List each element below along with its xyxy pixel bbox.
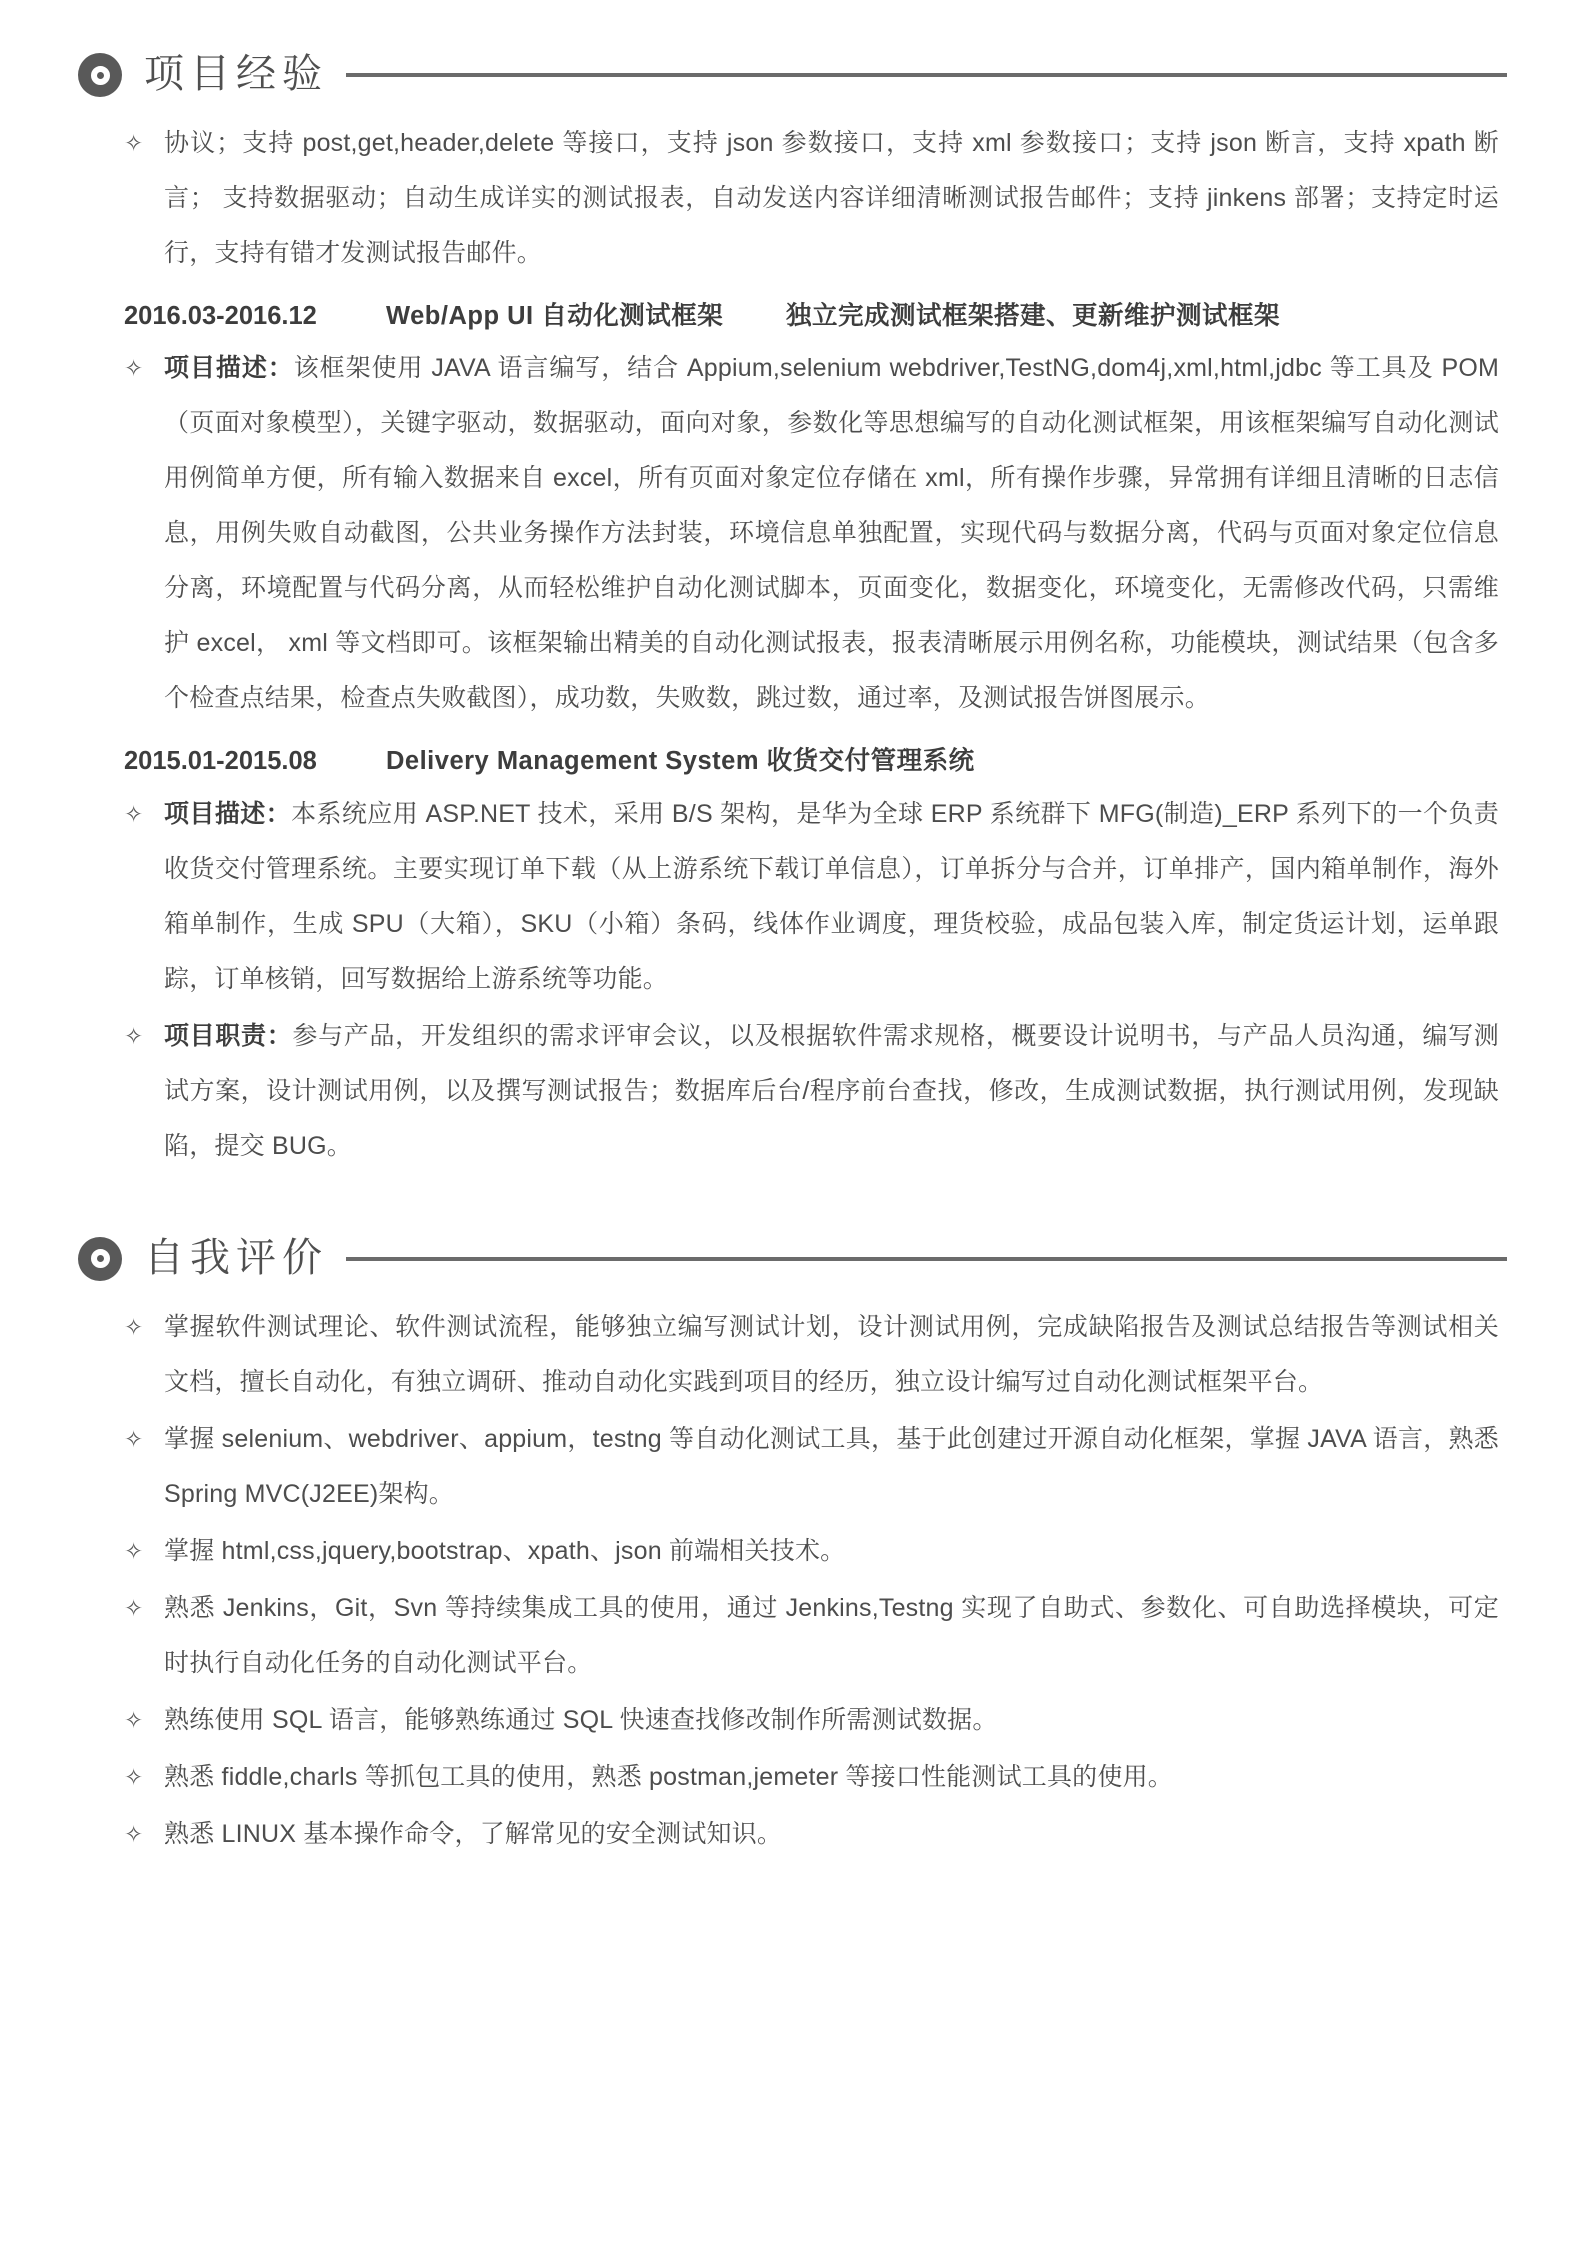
bullet-item (120, 787, 1499, 1007)
bullet-text (164, 1300, 1499, 1410)
bullet-text (164, 787, 1499, 1007)
bullet-item (120, 341, 1499, 726)
job-role: 独立完成测试框架搭建、更新维护测试框架 (786, 302, 1281, 330)
bullet-body: 协议；支持 post,get,header,delete 等接口，支持 json 参数接口，支持 xml 参数接口；支持 json 断言，支持 xpath 断言； 支持数据驱动；自动生成详实的测试报表，自动发送内容详细清晰测试报告邮件；支持 jinkens 部署；支持定时运行，支持有错才发测试报告邮件。 (164, 129, 1499, 267)
bullet-body: 掌握 selenium、webdriver、appium，testng 等自动化测试工具，基于此创建过开源自动化框架，掌握 JAVA 语言，熟悉 Spring MVC(J2EE)架构。 (164, 1424, 1499, 1508)
bullet-body: 掌握软件测试理论、软件测试流程，能够独立编写测试计划，设计测试用例，完成缺陷报告及测试总结报告等测试相关文档，擅长自动化，有独立调研、推动自动化实践到项目的经历，独立设计编写过自动化测试框架平台。 (164, 1312, 1499, 1396)
job-heading (120, 297, 1499, 335)
diamond-bullet-icon: ✧ (124, 1313, 144, 1340)
diamond-bullet-icon: ✧ (124, 1537, 144, 1564)
bullet-body: 熟练使用 SQL 语言，能够熟练通过 SQL 快速查找修改制作所需测试数据。 (164, 1705, 998, 1734)
bullet-body: 掌握 html,css,jquery,bootstrap、xpath、json 前端相关技术。 (164, 1536, 846, 1565)
job-date: 2015.01-2015.08 (124, 747, 317, 776)
diamond-bullet-icon: ✧ (124, 1425, 144, 1452)
job-title: Delivery Management System 收货交付管理系统 (386, 747, 975, 776)
bullet-item (120, 1412, 1499, 1522)
section-divider (346, 1257, 1507, 1261)
diamond-bullet-icon: ✧ (124, 1763, 144, 1790)
section-body (78, 1300, 1509, 1862)
section-divider (346, 73, 1507, 77)
section-project-experience (78, 52, 1509, 1174)
bullet-item (120, 1750, 1499, 1805)
diamond-bullet-icon: ✧ (124, 130, 144, 156)
bullet-text (164, 1750, 1499, 1805)
bullet-body: 熟悉 Jenkins，Git，Svn 等持续集成工具的使用，通过 Jenkins,Testng 实现了自助式、参数化、可自助选择模块，可定时执行自动化任务的自动化测试平台。 (164, 1593, 1499, 1677)
bullet-item (120, 1524, 1499, 1579)
bullet-text (164, 1524, 1499, 1579)
section-header (78, 52, 1509, 98)
bullet-body: 熟悉 LINUX 基本操作命令，了解常见的安全测试知识。 (164, 1819, 783, 1848)
bullet-body: 熟悉 fiddle,charls 等抓包工具的使用，熟悉 postman,jemeter 等接口性能测试工具的使用。 (164, 1762, 1173, 1791)
bullet-item (120, 116, 1499, 281)
bullet-item (120, 1009, 1499, 1174)
bullet-body: 参与产品，开发组织的需求评审会议，以及根据软件需求规格，概要设计说明书，与产品人员沟通，编写测试方案，设计测试用例，以及撰写测试报告；数据库后台/程序前台查找，修改，生成测试数据，执行测试用例，发现缺陷，提交 BUG。 (164, 1021, 1499, 1160)
diamond-bullet-icon: ✧ (124, 1594, 144, 1621)
bullet-text (164, 1693, 1499, 1748)
bullet-body: 本系统应用 ASP.NET 技术，采用 B/S 架构，是华为全球 ERP 系统群下 MFG(制造)_ERP 系列下的一个负责收货交付管理系统。主要实现订单下载（从上游系统下载订单信息），订单拆分与合并，订单排产，国内箱单制作，海外箱单制作，生成 SPU（大箱），SKU（小箱）条码，线体作业调度，理货校验，成品包装入库，制定货运计划，运单跟踪，订单核销，回写数据给上游系统等功能。 (164, 799, 1499, 993)
bullet-label: 项目职责： (164, 1021, 293, 1050)
bullet-label: 项目描述： (164, 354, 294, 383)
bullet-item (120, 1300, 1499, 1410)
bullet-body: 该框架使用 JAVA 语言编写，结合 Appium,selenium webdriver,TestNG,dom4j,xml,html,jdbc 等工具及 POM（页面对象模型），关键字驱动，数据驱动，面向对象，参数化等思想编写的自动化测试框架，用该框架编写自动化测试用例简单方便，所有输入数据来自 excel，所有页面对象定位存储在 xml，所有操作步骤，异常拥有详细且清晰的日志信息，用例失败自动截图，公共业务操作方法封装，环境信息单独配置，实现代码与数据分离，代码与页面对象定位信息分离，环境配置与代码分离，从而轻松维护自动化测试脚本，页面变化，数据变化，环境变化，无需修改代码，只需维护 excel， xml 等文档即可。该框架输出精美的自动化测试报表，报表清晰展示用例名称，功能模块，测试结果（包含多个检查点结果，检查点失败截图），成功数，失败数，跳过数，通过率，及测试报告饼图展示。 (164, 354, 1499, 713)
bullet-label: 项目描述： (164, 799, 292, 828)
diamond-bullet-icon: ✧ (124, 1820, 144, 1847)
section-body (78, 116, 1509, 1174)
bullet-text (164, 116, 1499, 281)
bullet-text (164, 1009, 1499, 1174)
job-date: 2016.03-2016.12 (124, 302, 317, 330)
section-self-evaluation (78, 1236, 1509, 1862)
diamond-bullet-icon: ✧ (124, 1706, 144, 1733)
section-title: 项目经验 (144, 52, 328, 96)
bullet-text (164, 1412, 1499, 1522)
bullet-text (164, 1581, 1499, 1691)
job-heading (120, 742, 1499, 780)
section-title: 自我评价 (144, 1235, 328, 1280)
bullet-item (120, 1693, 1499, 1748)
section-header (78, 1236, 1509, 1282)
ring-circle-icon (78, 53, 122, 97)
bullet-item (120, 1807, 1499, 1862)
bullet-item (120, 1581, 1499, 1691)
section-spacer (78, 1178, 1509, 1236)
job-title: Web/App UI 自动化测试框架 (386, 302, 724, 330)
sections-container (78, 52, 1509, 1862)
diamond-bullet-icon: ✧ (124, 800, 144, 827)
bullet-text (164, 1807, 1499, 1862)
diamond-bullet-icon: ✧ (124, 355, 144, 382)
ring-circle-icon (78, 1237, 122, 1281)
diamond-bullet-icon: ✧ (124, 1022, 144, 1049)
bullet-text (164, 341, 1499, 726)
